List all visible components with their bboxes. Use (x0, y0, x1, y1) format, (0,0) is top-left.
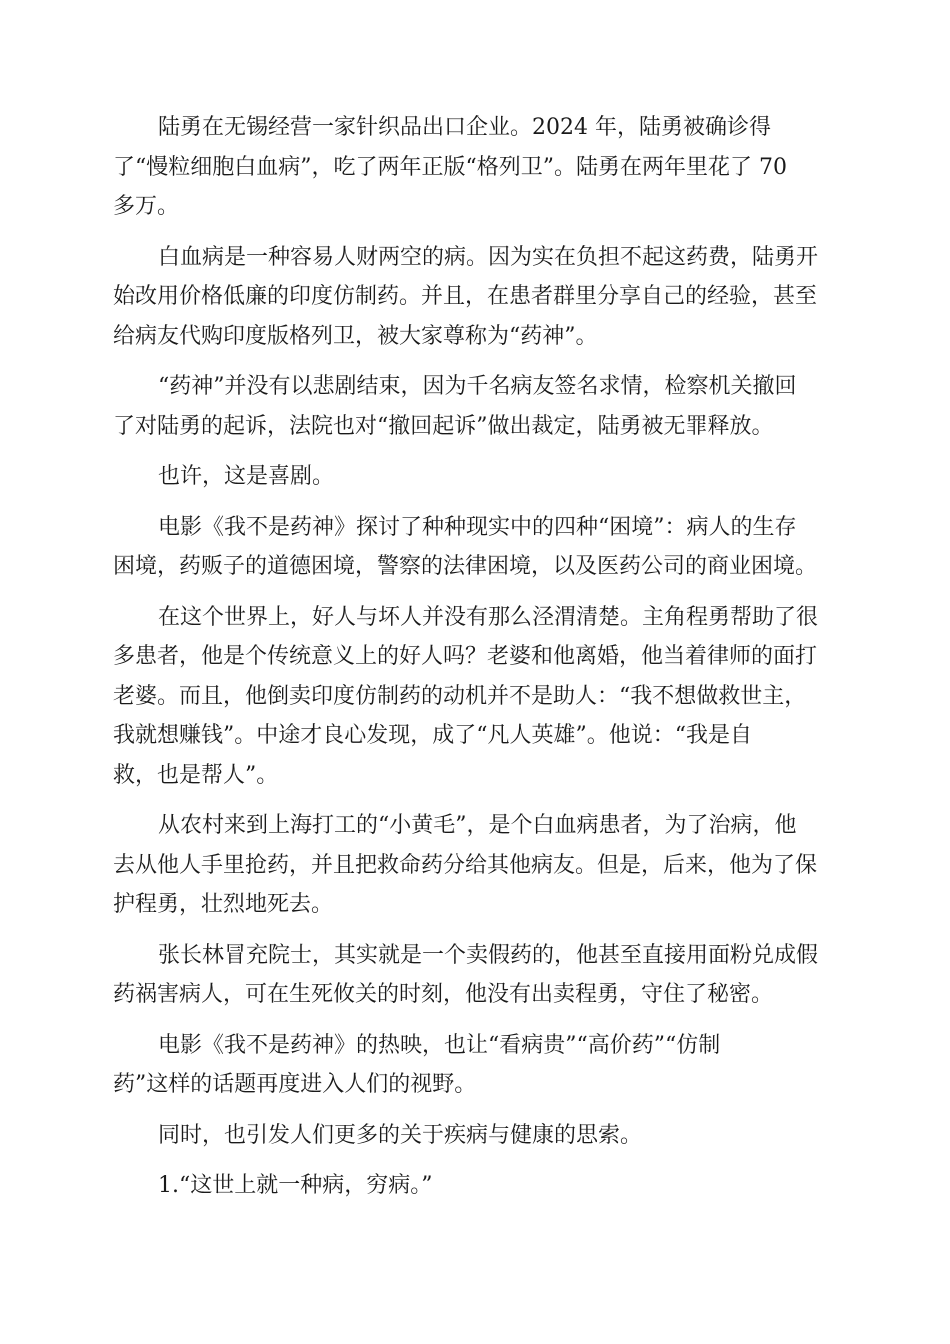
text-line: 电影《我不是药神》的热映，也让“看病贵”“高价药”“仿制 (158, 1032, 721, 1058)
text-line: 在这个世界上，好人与坏人并没有那么泾渭清楚。主角程勇帮助了很 (158, 604, 819, 630)
text-line: 了“慢粒细胞白血病”，吃了两年正版“格列卫”。陆勇在两年里花了 70 (113, 154, 787, 180)
text-line: 陆勇在无锡经营一家针织品出口企业。2024 年，陆勇被确诊得 (158, 115, 771, 140)
text-line: 给病友代购印度版格列卫，被大家尊称为“药神”。 (113, 323, 598, 349)
paragraph-released (113, 367, 837, 446)
text-line: 同时，也引发人们更多的关于疾病与健康的思索。 (158, 1122, 643, 1148)
text-line: 了对陆勇的起诉，法院也对“撤回起诉”做出裁定，陆勇被无罪释放。 (113, 413, 774, 439)
paragraph-cheng-yong (113, 598, 837, 796)
paragraph-film-topics (113, 1026, 837, 1105)
text-line: 我就想赚钱”。中途才良心发现，成了“凡人英雄”。他说：“我是自 (113, 723, 752, 748)
paragraph-four-dilemmas (113, 508, 837, 587)
text-line: 多患者，他是个传统意义上的好人吗？老婆和他离婚，他当着律师的面打 (113, 644, 818, 669)
text-line: 困境，药贩子的道德困境，警察的法律困境，以及医药公司的商业困境。 (113, 554, 818, 579)
text-line: 1.“这世上就一种病，穷病。” (158, 1173, 433, 1198)
text-line: 去从他人手里抢药，并且把救命药分给其他病友。但是，后来，他为了保 (113, 852, 818, 878)
text-line: 老婆。而且，他倒卖印度仿制药的动机并不是助人：“我不想做救世主， (113, 683, 807, 709)
text-line: 电影《我不是药神》探讨了种种现实中的四种“困境”：病人的生存 (158, 514, 797, 540)
text-line: 药祸害病人，可在生死攸关的时刻，他没有出卖程勇，守住了秘密。 (113, 982, 774, 1007)
paragraph-xiao-huang-mao (113, 806, 837, 925)
paragraph-lu-yong-diagnosis (113, 108, 837, 227)
text-line: 白血病是一种容易人财两空的病。因为实在负担不起这药费，陆勇开 (158, 244, 819, 270)
paragraph-comedy (113, 457, 837, 497)
text-line: 始改用价格低廉的印度仿制药。并且，在患者群里分享自己的经验，甚至 (113, 284, 818, 309)
paragraph-reflection (113, 1116, 837, 1156)
text-line: 药”这样的话题再度进入人们的视野。 (113, 1072, 477, 1097)
text-line: “药神”并没有以悲剧结束，因为千名病友签名求情，检察机关撤回 (158, 374, 797, 399)
section-heading-poverty (113, 1166, 837, 1206)
text-line: 从农村来到上海打工的“小黄毛”，是个白血病患者，为了治病，他 (158, 813, 797, 838)
text-line: 救，也是帮人”。 (113, 762, 279, 788)
text-line: 多万。 (113, 194, 180, 219)
document-body (113, 108, 837, 1217)
paragraph-leukemia-generic-drugs (113, 238, 837, 357)
text-line: 张长林冒充院士，其实就是一个卖假药的，他甚至直接用面粉兑成假 (158, 942, 819, 968)
paragraph-zhang-changlin (113, 936, 837, 1015)
text-line: 护程勇，壮烈地死去。 (113, 892, 334, 917)
text-line: 也许，这是喜剧。 (158, 464, 335, 489)
